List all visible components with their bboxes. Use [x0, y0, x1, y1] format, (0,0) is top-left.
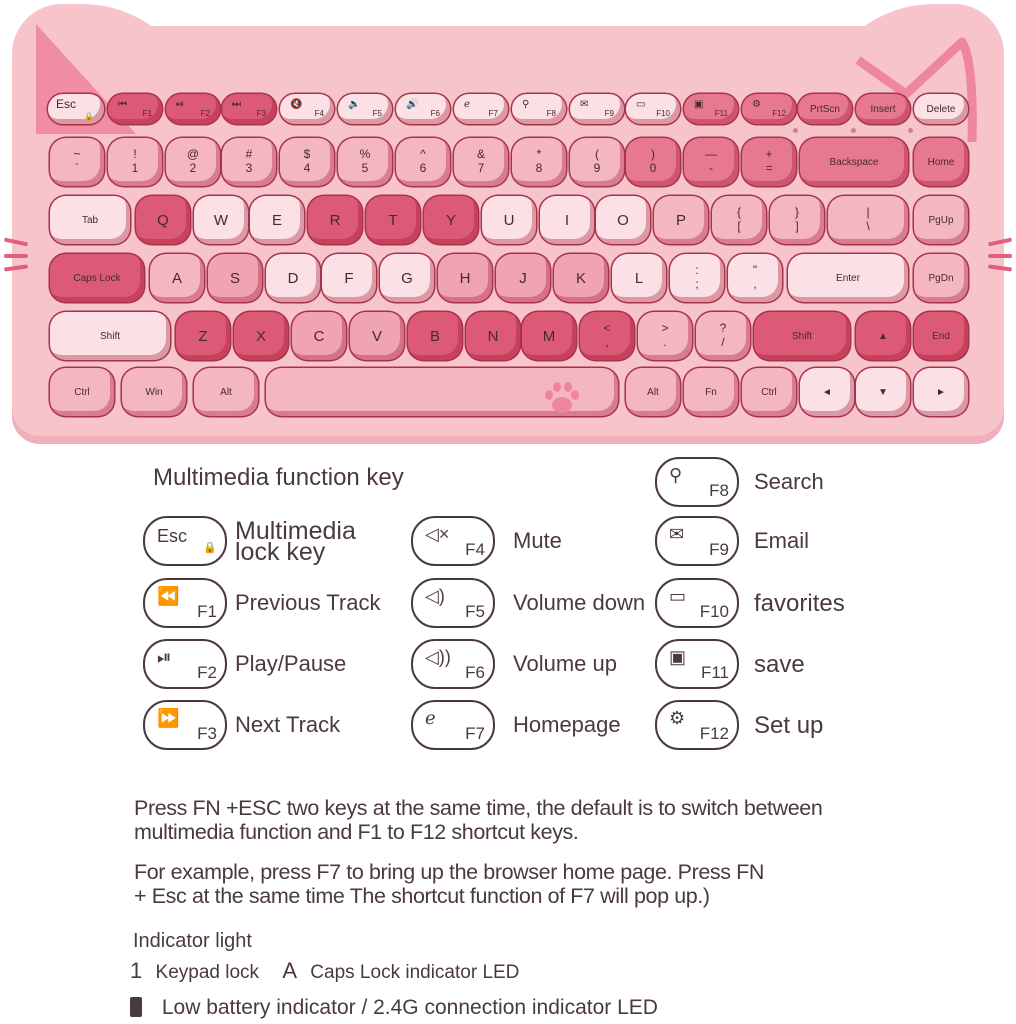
key-label: Alt — [220, 386, 232, 398]
key-insert[interactable] — [856, 94, 910, 124]
cat-ear-right-accent — [854, 32, 984, 142]
instruction-line: multimedia function and F1 to F12 shortcut keys. — [134, 820, 579, 844]
key--[interactable] — [580, 312, 634, 360]
key-shift-char: } — [794, 205, 799, 220]
key-legend — [536, 148, 543, 176]
key-letter: L — [634, 269, 644, 287]
key-icon: ▣ — [694, 99, 704, 110]
key-icon: ▭ — [636, 99, 646, 110]
key-letter: R — [329, 211, 341, 229]
key-base-char: 6 — [419, 161, 427, 175]
legend-key-fn: F9 — [709, 540, 729, 559]
indicator-led-3 — [908, 128, 913, 133]
key-w[interactable] — [194, 196, 248, 244]
key-label: ▼ — [878, 386, 888, 398]
legend-label: Next Track — [235, 712, 341, 737]
legend-key-fn: F12 — [699, 724, 729, 743]
key-f7[interactable] — [454, 94, 508, 124]
key--[interactable] — [828, 196, 908, 244]
key-f8[interactable] — [512, 94, 566, 124]
caps-lock-label: Caps Lock indicator LED — [310, 962, 520, 983]
key-label: Backspace — [829, 156, 879, 168]
key-v[interactable] — [350, 312, 404, 360]
key-legend — [73, 148, 80, 176]
key-letter: Z — [198, 327, 208, 345]
key-base-char: [ — [737, 219, 741, 233]
legend-key-icon: ⚙ — [669, 708, 686, 728]
legend-label: Play/Pause — [235, 651, 347, 676]
key-fn[interactable] — [684, 368, 738, 416]
key-0[interactable] — [626, 138, 680, 186]
key-legend — [737, 206, 741, 234]
key-letter: U — [503, 211, 515, 229]
key-shift[interactable] — [50, 312, 170, 360]
key-base-char: / — [721, 335, 725, 349]
legend-label: favorites — [754, 590, 845, 617]
indicator-row-1 — [130, 958, 519, 984]
legend-title: Multimedia function key — [153, 464, 404, 491]
legend-key-fn: F10 — [699, 602, 729, 621]
key-letter: H — [459, 269, 471, 287]
key-base-char: 4 — [303, 161, 311, 175]
legend-label: save — [754, 651, 805, 678]
key--[interactable] — [742, 138, 796, 186]
key-label: Insert — [870, 103, 896, 115]
key-legend — [603, 322, 610, 350]
key-label: ► — [936, 386, 946, 398]
key-fn-label: F1 — [142, 109, 152, 118]
key-f6[interactable] — [396, 94, 450, 124]
key-icon: ⚲ — [522, 99, 530, 110]
key-f4[interactable] — [280, 94, 334, 124]
key-label: PrtScn — [809, 103, 840, 115]
legend-key-icon: ◁)) — [425, 647, 451, 667]
key-h[interactable] — [438, 254, 492, 302]
key-fn-label: F4 — [314, 109, 324, 118]
key-letter: S — [229, 269, 240, 287]
key-5[interactable] — [338, 138, 392, 186]
legend-key-f5 — [411, 578, 495, 628]
key-legend — [866, 206, 869, 234]
key-shift-char: * — [536, 147, 542, 162]
battery-indicator-label: Low battery indicator / 2.4G connection indicator LED — [161, 996, 658, 1019]
key-base-char: 8 — [535, 161, 543, 175]
key-x[interactable] — [234, 312, 288, 360]
key-8[interactable] — [512, 138, 566, 186]
key-f5[interactable] — [338, 94, 392, 124]
key-tab[interactable] — [50, 196, 130, 244]
key-shift-char: ) — [651, 147, 655, 162]
key-z[interactable] — [176, 312, 230, 360]
key-backspace[interactable] — [800, 138, 908, 186]
legend-key-fn: F3 — [197, 724, 217, 743]
key-r[interactable] — [308, 196, 362, 244]
key-letter: Y — [445, 211, 456, 229]
key-2[interactable] — [166, 138, 220, 186]
key-icon: ⏯ — [176, 99, 184, 110]
instruction-paragraph-1 — [134, 796, 854, 844]
key-base-char: 2 — [189, 161, 197, 175]
legend-label: Previous Track — [235, 590, 381, 615]
key-letter: W — [213, 211, 229, 229]
key-l[interactable] — [612, 254, 666, 302]
key-letter: X — [255, 327, 266, 345]
key-fn-label: F9 — [604, 109, 614, 118]
key-p[interactable] — [654, 196, 708, 244]
key-a[interactable] — [150, 254, 204, 302]
key-shift-char: ! — [133, 147, 137, 162]
key--[interactable] — [856, 312, 910, 360]
key-legend — [753, 264, 757, 292]
legend-key-f1 — [143, 578, 227, 628]
key-legend — [695, 264, 698, 292]
key-fn-label: F7 — [488, 109, 498, 118]
legend-key-icon: ◁) — [425, 586, 445, 606]
key-legend — [304, 148, 311, 176]
key-shift-char: < — [603, 321, 611, 336]
key-f11[interactable] — [684, 94, 738, 124]
key-legend — [594, 148, 601, 176]
key-icon: ⚙ — [752, 99, 761, 110]
key-o[interactable] — [596, 196, 650, 244]
key-prtscn[interactable] — [798, 94, 852, 124]
legend-label: Email — [754, 528, 810, 553]
key-shift-char: # — [245, 147, 253, 162]
key-base-char: ; — [695, 277, 699, 291]
key-base-char: = — [765, 161, 773, 175]
key-ctrl[interactable] — [742, 368, 796, 416]
instruction-line: + Esc at the same time The shortcut function of F7 will pop up.) — [134, 884, 710, 908]
keypad-lock-symbol: 1 — [130, 958, 143, 983]
key-base-char: 3 — [245, 161, 253, 175]
key-4[interactable] — [280, 138, 334, 186]
key-base-char: , — [753, 277, 757, 291]
key-letter: K — [575, 269, 586, 287]
whisker-left-2 — [4, 254, 28, 258]
key-label: PgDn — [928, 272, 954, 284]
key-shift-char: — — [705, 147, 717, 162]
legend-label: Set up — [754, 712, 824, 739]
key-label: Fn — [705, 386, 717, 398]
key-shift-char: % — [359, 147, 371, 162]
key-shift-char: $ — [303, 147, 311, 162]
indicator-led-2 — [851, 128, 856, 133]
lock-icon: 🔒 — [203, 542, 217, 554]
key-shift-char: @ — [186, 147, 200, 162]
key-s[interactable] — [208, 254, 262, 302]
legend-key-fn: F2 — [197, 663, 217, 682]
key-icon: 🔊 — [406, 99, 419, 110]
legend-key-f4 — [411, 516, 495, 566]
key-fn-label: F3 — [256, 109, 266, 118]
key-shift-char: : — [695, 263, 699, 278]
legend-key-icon: ⚲ — [669, 465, 683, 485]
key--[interactable] — [684, 138, 738, 186]
legend-key-icon: ⏯ — [157, 647, 172, 667]
key-letter: J — [519, 269, 527, 287]
legend-key-f10 — [655, 578, 739, 628]
key-e[interactable] — [250, 196, 304, 244]
key-f9[interactable] — [570, 94, 624, 124]
legend-key-f7 — [411, 700, 495, 750]
key-label: Caps Lock — [73, 272, 121, 284]
key-label: Shift — [791, 330, 812, 342]
legend-key-f9 — [655, 516, 739, 566]
lock-icon: 🔒 — [84, 112, 94, 121]
key-home[interactable] — [914, 138, 968, 186]
key-7[interactable] — [454, 138, 508, 186]
key-label: Win — [145, 386, 163, 398]
legend-label: Homepage — [513, 712, 621, 737]
key-legend — [246, 148, 253, 176]
key-fn-label: F12 — [772, 109, 786, 118]
legend-key-f12 — [655, 700, 739, 750]
key-legend — [132, 148, 139, 176]
key-3[interactable] — [222, 138, 276, 186]
instruction-line: Press FN +ESC two keys at the same time, the default is to switch between — [134, 796, 823, 820]
key-shift-char: ? — [719, 321, 727, 336]
key-base-char: 7 — [477, 161, 485, 175]
legend-key-icon: ⏪ — [157, 586, 180, 606]
legend-key-fn: F7 — [465, 724, 485, 743]
key--[interactable] — [712, 196, 766, 244]
key-shift-char: > — [661, 321, 669, 336]
key-f[interactable] — [322, 254, 376, 302]
key-f1[interactable] — [108, 94, 162, 124]
key-icon: ✉ — [580, 99, 589, 110]
key-legend — [477, 148, 485, 176]
key-pgup[interactable] — [914, 196, 968, 244]
key-enter[interactable] — [788, 254, 908, 302]
legend-key-icon: ✉ — [669, 524, 685, 544]
key-label: Home — [927, 156, 955, 168]
legend-key-f11 — [655, 639, 739, 689]
key-shift-char: + — [765, 147, 773, 162]
legend-key-icon: ℯ — [425, 708, 436, 728]
key-base-char: ` — [74, 161, 79, 175]
key-y[interactable] — [424, 196, 478, 244]
key-icon: ⏭ — [232, 99, 241, 110]
key-letter: G — [401, 269, 413, 287]
key-base-char: \ — [866, 219, 870, 233]
key-legend — [705, 148, 717, 176]
key-alt[interactable] — [194, 368, 258, 416]
key-esc[interactable] — [48, 94, 104, 124]
key-label: Ctrl — [761, 386, 777, 398]
key-base-char: 9 — [593, 161, 601, 175]
key-caps-lock[interactable] — [50, 254, 144, 302]
legend-label: Multimedia lock key — [235, 517, 356, 566]
key-fn-label: F5 — [372, 109, 382, 118]
key-legend — [661, 322, 668, 350]
key-u[interactable] — [482, 196, 536, 244]
legend-key-esc — [143, 516, 227, 566]
battery-icon — [130, 997, 142, 1017]
key-label: Shift — [99, 330, 120, 342]
key--[interactable] — [696, 312, 750, 360]
key-label: ▲ — [878, 330, 888, 342]
key-g[interactable] — [380, 254, 434, 302]
key-m[interactable] — [522, 312, 576, 360]
legend-key-f6 — [411, 639, 495, 689]
key-letter: F — [344, 269, 354, 287]
key-base-char: ] — [795, 219, 799, 233]
key-1[interactable] — [108, 138, 162, 186]
key-pgdn[interactable] — [914, 254, 968, 302]
paw-print-icon — [542, 380, 582, 416]
key-letter: B — [429, 327, 440, 345]
instruction-line: For example, press F7 to bring up the browser home page. Press FN — [134, 860, 765, 884]
caps-lock-symbol: A — [282, 958, 298, 983]
key-legend — [795, 206, 799, 234]
key-base-char: 5 — [361, 161, 369, 175]
key--[interactable] — [770, 196, 824, 244]
legend-key-icon: ▭ — [669, 586, 687, 606]
key-t[interactable] — [366, 196, 420, 244]
key-letter: N — [487, 327, 499, 345]
key-i[interactable] — [540, 196, 594, 244]
key-fn-label: F2 — [200, 109, 210, 118]
indicator-row-2 — [130, 996, 658, 1020]
legend-key-name: Esc — [157, 526, 188, 546]
key-letter: C — [313, 327, 325, 345]
legend-key-fn: F8 — [709, 481, 729, 500]
legend-key-fn: F1 — [197, 602, 217, 621]
key-k[interactable] — [554, 254, 608, 302]
legend-key-icon: ▣ — [669, 647, 687, 667]
legend-key-icon: ⏩ — [157, 708, 180, 728]
legend-label: Search — [754, 469, 824, 494]
key-legend — [765, 148, 772, 176]
key-end[interactable] — [914, 312, 968, 360]
instruction-paragraph-2 — [134, 860, 854, 908]
key-f10[interactable] — [626, 94, 680, 124]
legend-label: Mute — [513, 528, 562, 553]
key-win[interactable] — [122, 368, 186, 416]
legend-key-fn: F5 — [465, 602, 485, 621]
legend-key-fn: F11 — [700, 663, 729, 682]
key-shift[interactable] — [754, 312, 850, 360]
key-q[interactable] — [136, 196, 190, 244]
legend-label: Volume up — [513, 651, 617, 676]
key-shift-char: | — [866, 205, 870, 220]
keypad-lock-label: Keypad lock — [155, 962, 260, 983]
key-d[interactable] — [266, 254, 320, 302]
key-f12[interactable] — [742, 94, 796, 124]
indicator-title: Indicator light — [133, 930, 252, 952]
key-letter: T — [388, 211, 398, 229]
key-letter: E — [271, 211, 282, 229]
key-legend — [420, 148, 427, 176]
key-fn-label: F6 — [430, 109, 440, 118]
key-alt[interactable] — [626, 368, 680, 416]
keyboard-image — [12, 4, 1004, 444]
key-b[interactable] — [408, 312, 462, 360]
key-base-char: , — [605, 335, 609, 349]
key--[interactable] — [856, 368, 910, 416]
whisker-right-2 — [988, 254, 1012, 258]
key-c[interactable] — [292, 312, 346, 360]
key-j[interactable] — [496, 254, 550, 302]
key-legend — [187, 148, 199, 176]
key-shift-char: { — [736, 205, 741, 220]
key-letter: A — [171, 269, 182, 287]
key-legend — [720, 322, 727, 350]
key-label: PgUp — [928, 214, 954, 226]
key-icon: 🔇 — [290, 99, 303, 110]
key-letter: Q — [157, 211, 169, 229]
key-label: Esc — [56, 97, 77, 111]
key-delete[interactable] — [914, 94, 968, 124]
key-fn-label: F11 — [714, 109, 728, 118]
key-letter: I — [564, 211, 570, 229]
legend-key-fn: F4 — [465, 540, 485, 559]
key-ctrl[interactable] — [50, 368, 114, 416]
key-icon: ⏮ — [118, 99, 127, 110]
key--[interactable] — [638, 312, 692, 360]
key-letter: O — [617, 211, 629, 229]
key-label: ◄ — [822, 386, 832, 398]
key-base-char: 1 — [131, 161, 139, 175]
key-icon: 🔈 — [348, 99, 361, 110]
key-legend — [650, 148, 657, 176]
legend-key-fn: F6 — [465, 663, 485, 682]
key--[interactable] — [50, 138, 104, 186]
key-f2[interactable] — [166, 94, 220, 124]
key-shift-char: ~ — [73, 147, 81, 162]
key-shift-char: ^ — [420, 147, 426, 162]
key-fn-label: F8 — [546, 109, 556, 118]
legend-key-f3 — [143, 700, 227, 750]
key--[interactable] — [914, 368, 968, 416]
key-label: Enter — [836, 272, 860, 284]
legend-key-icon: ◁× — [425, 524, 450, 544]
indicator-led-1 — [793, 128, 798, 133]
key--[interactable] — [728, 254, 782, 302]
key-icon: ℯ — [464, 99, 470, 110]
key-letter: V — [371, 327, 382, 345]
key-shift-char: " — [752, 263, 758, 278]
key-fn-label: F10 — [656, 109, 670, 118]
key-n[interactable] — [466, 312, 520, 360]
key-label: Delete — [926, 103, 956, 115]
legend-key-f8 — [655, 457, 739, 507]
legend-label: Volume down — [513, 590, 646, 615]
key-letter: P — [675, 211, 686, 229]
key-label: Ctrl — [74, 386, 90, 398]
key-base-char: - — [709, 161, 713, 175]
key-label: Alt — [647, 386, 659, 398]
key-label: End — [932, 330, 950, 342]
key-9[interactable] — [570, 138, 624, 186]
key--[interactable] — [670, 254, 724, 302]
key-letter: D — [287, 269, 299, 287]
legend-key-f2 — [143, 639, 227, 689]
key-legend — [360, 148, 371, 176]
key-shift-char: & — [476, 147, 485, 162]
key-letter: M — [542, 327, 556, 345]
key-base-char: . — [663, 335, 667, 349]
key-label: Tab — [81, 214, 99, 226]
key-6[interactable] — [396, 138, 450, 186]
key-base-char: 0 — [649, 161, 657, 175]
key--[interactable] — [800, 368, 854, 416]
key-f3[interactable] — [222, 94, 276, 124]
key-shift-char: ( — [595, 147, 599, 162]
